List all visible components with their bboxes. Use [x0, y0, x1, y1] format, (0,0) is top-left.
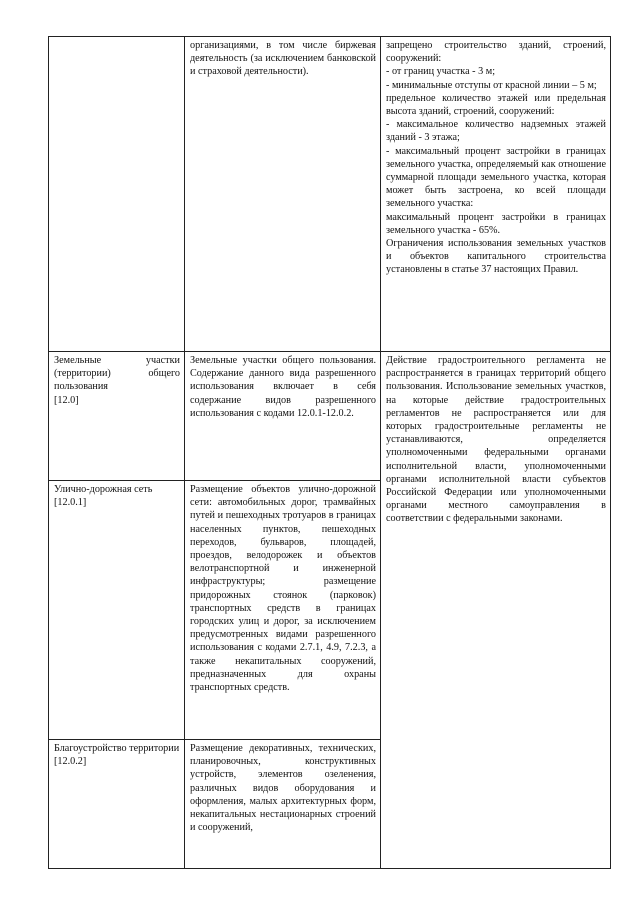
- parameter-line: максимальный процент застройки в границах земельного участка - 65%.: [386, 211, 606, 236]
- use-code-text: [12.0.1]: [54, 497, 87, 509]
- use-name-text: Благоустройство территории: [54, 743, 180, 754]
- table-row: [49, 37, 611, 352]
- regulation-table: [48, 36, 611, 869]
- use-description-text: организациями, в том числе биржевая деятельность (за исключением банковской и страховой деятельности).: [190, 40, 376, 78]
- use-description-cell: [185, 37, 381, 352]
- parameter-line: предельное количество этажей или предельная высота зданий, строений, сооружений:: [386, 92, 606, 118]
- use-name-cell: [49, 37, 185, 352]
- use-name-cell: [49, 481, 185, 740]
- parameter-line: запрещено строительство зданий, строений, сооружений:: [386, 40, 606, 65]
- parameters-cell: [381, 37, 611, 352]
- use-name-cell: [49, 352, 185, 481]
- shared-parameters-cell: [381, 352, 611, 869]
- parameter-line: - минимальные отступы от красной линии – 5 м;: [386, 79, 597, 91]
- parameter-line: - от границ участка - 3 м;: [386, 66, 496, 78]
- use-description-cell: [185, 481, 381, 740]
- parameter-line: - максимальный процент застройки в границах земельного участка, определяемый как отношение суммарной площади земельного участка, которая может быть застроена, ко всей площади земельного участка:: [386, 145, 606, 210]
- use-description-text: Размещение декоративных, технических, планировочных, конструктивных устройств, элементов озеленения, различных видов оборудования и оформления, малых архитектурных форм, некапитальных нестационарных строений и сооружений,: [190, 743, 376, 834]
- use-name-cell: [49, 740, 185, 869]
- table-row: [49, 352, 611, 481]
- use-description-text: Земельные участки общего пользования. Содержание данного вида разрешенного использования включает в себя содержание видов разрешенного использования с кодами 12.0.1-12.0.2.: [190, 355, 376, 419]
- use-description-text: Размещение объектов улично-дорожной сети: автомобильных дорог, трамвайных путей и пешеходных тротуаров в границах населенных пунктов, пешеходных переходов, бульваров, площадей, проездов, велодорожек и объектов велотранспортной и инженерной инфраструктуры; размещение придорожных стоянок (парковок) транспортных средств в границах городских улиц и дорог, за исключением предусмотренных видами разрешенного использования с кодами 2.7.1, 4.9, 7.2.3, а также некапитальных сооружений, предназначенных для охраны транспортных средств.: [190, 484, 376, 694]
- use-description-cell: [185, 352, 381, 481]
- use-name-text: Улично-дорожная сеть: [54, 484, 153, 495]
- use-description-cell: [185, 740, 381, 869]
- use-name-text: Земельные участки (территории) общего пользования: [54, 355, 180, 393]
- parameter-line: Ограничения использования земельных участков и объектов капитального строительства установлены в статье 37 настоящих Правил.: [386, 238, 606, 276]
- parameter-line: - максимальное количество надземных этажей зданий - 3 этажа;: [386, 119, 606, 144]
- shared-parameters-text: Действие градостроительного регламента не распространяется в границах территорий общего пользования. Использование земельных участков, на которые действие градостроительных регламентов не распространяется или для которых градостроительные регламенты не устанавливаются, определяется уполномоченными федеральными органами исполнительной власти, уполномоченными органами исполнительной власти субъектов Российской Федерации или уполномоченными органами местного самоуправления в соответствии с федеральными законами.: [386, 355, 606, 525]
- use-code-text: [12.0.2]: [54, 756, 87, 768]
- use-code-text: [12.0]: [54, 394, 79, 406]
